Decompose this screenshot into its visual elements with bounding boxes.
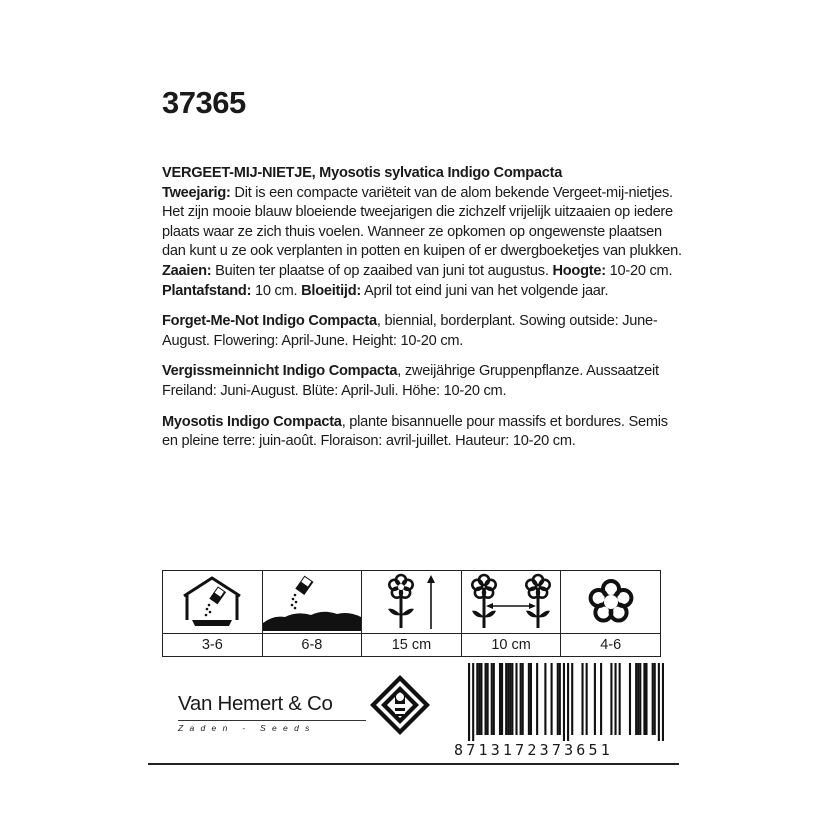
- barcode-bar: [639, 663, 641, 735]
- barcode-bar: [551, 663, 553, 735]
- barcode-bar: [654, 663, 656, 735]
- dutch-description: VERGEET-MIJ-NIETJE, Myosotis sylvatica Indigo Compacta Tweejarig: Dit is een compacte variëteit van de alom bekende Vergeet-mij-nietjes. Het zijn mooie blauw bloeiende tweejarigen die zichzelf vrijelijk uitzaaien op iedere plaats waar ze zich thuis voelen. Wanneer ze opkomen op ongewenste plaatsen dan kunt u ze ook verplanten in potten en kuipen of er dwergboeketjes van plukken. Zaaien: Buiten ter plaatse of op zaaibed van juni tot augustus. Hoogte: 10-20 cm. Plantafstand: 10 cm. Bloeitijd: April tot eind juni van het volgende jaar.: [162, 165, 682, 299]
- barcode-bar: [511, 663, 513, 735]
- brand-tagline: Zaden - Seeds: [178, 723, 316, 733]
- dutch-title: VERGEET-MIJ-NIETJE, Myosotis sylvatica Indigo Compacta: [162, 165, 563, 181]
- brand-divider: [178, 720, 366, 721]
- barcode-bar: [662, 663, 664, 741]
- icon-label: 3-6: [201, 637, 223, 653]
- barcode-bar: [520, 663, 522, 735]
- barcode-bar: [600, 663, 602, 735]
- flowering-icon: [581, 574, 641, 630]
- icon-label: 4-6: [600, 637, 622, 653]
- barcode-bar: [487, 663, 489, 735]
- barcode-bar: [478, 663, 480, 735]
- barcode-bar: [472, 663, 474, 741]
- barcode-bar: [528, 663, 530, 735]
- barcode-bar: [559, 663, 561, 735]
- barcode-bar: [643, 663, 645, 735]
- barcode-bar: [485, 663, 487, 735]
- icon-cell-greenhouse: [163, 571, 263, 656]
- barcode-bar: [507, 663, 509, 735]
- description: [162, 164, 682, 463]
- barcode-bar: [530, 663, 532, 735]
- icon-label: 10 cm: [491, 637, 531, 653]
- german-description: Vergissmeinnicht Indigo Compacta, zweijährige Gruppenpflanze. Aussaatzeit Freiland: Juni-August. Blüte: April-Juli. Höhe: 10-20 cm.: [162, 363, 659, 399]
- brand-block: [162, 680, 382, 740]
- icon-cell-outdoor: [263, 571, 363, 656]
- barcode-bar: [571, 663, 573, 735]
- sowing-icons-table: [162, 570, 661, 657]
- icon-label: 15 cm: [391, 637, 432, 653]
- product-code: 37365: [162, 85, 246, 120]
- barcode-bar: [619, 663, 621, 735]
- icon-cell-spacing: [462, 571, 562, 656]
- barcode-digits: 8713172373651: [454, 741, 613, 759]
- barcode-icon: [468, 663, 664, 741]
- barcode-bar: [586, 663, 588, 735]
- barcode-bar: [499, 663, 501, 735]
- bottom-rule: [148, 763, 679, 765]
- barcode-bar: [637, 663, 639, 735]
- outdoor-sowing-icon: [263, 573, 361, 631]
- barcode-bar: [563, 663, 565, 741]
- barcode-bar: [635, 663, 637, 735]
- barcode-bar: [645, 663, 647, 735]
- barcode-bar: [652, 663, 654, 735]
- barcode-bar: [505, 663, 507, 735]
- english-description: Forget-Me-Not Indigo Compacta, biennial, borderplant. Sowing outside: June-August. Flowering: April-June. Height: 10-20 cm.: [162, 313, 658, 349]
- quality-seal-logo-icon: [369, 674, 431, 736]
- barcode-bar: [581, 663, 583, 735]
- barcode-bar: [557, 663, 559, 735]
- barcode-bar: [501, 663, 503, 735]
- barcode-bar: [594, 663, 596, 735]
- barcode-bar: [658, 663, 660, 741]
- barcode-bar: [493, 663, 495, 735]
- barcode-bar: [515, 663, 517, 735]
- barcode-bar: [610, 663, 612, 735]
- barcode-bar: [614, 663, 616, 735]
- barcode-bar: [522, 663, 524, 735]
- brand-name: Van Hemert & Co: [178, 692, 333, 715]
- plant-height-icon: [371, 573, 451, 631]
- barcode-bar: [629, 663, 631, 735]
- barcode-bar: [536, 663, 538, 735]
- icon-label: 6-8: [301, 637, 323, 653]
- barcode-bar: [567, 663, 569, 741]
- icon-cell-height: [362, 571, 462, 656]
- icon-cell-flowering: [561, 571, 660, 656]
- plant-spacing-icon: [466, 573, 556, 631]
- barcode-bar: [476, 663, 478, 735]
- french-description: Myosotis Indigo Compacta, plante bisannuelle pour massifs et bordures. Semis en pleine terre: juin-août. Floraison: avril-juillet. Hauteur: 10-20 cm.: [162, 413, 668, 450]
- barcode-bar: [544, 663, 546, 735]
- barcode-bar: [480, 663, 482, 735]
- barcode-bar: [491, 663, 493, 735]
- greenhouse-sowing-icon: [172, 574, 252, 630]
- barcode-bar: [509, 663, 511, 735]
- barcode-bar: [468, 663, 470, 741]
